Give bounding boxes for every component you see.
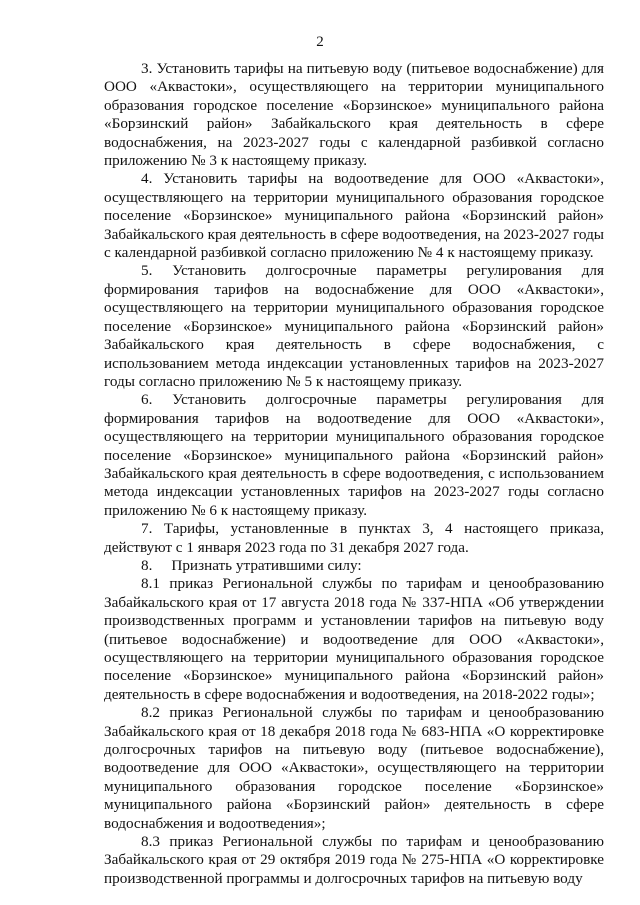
paragraph-item-7: 7. Тарифы, установленные в пунктах 3, 4 настоящего приказа, действуют с 1 января 2023 года по 31 декабря 2027 года. (104, 520, 604, 556)
page-number: 2 (316, 34, 324, 50)
paragraph-item-3: 3. Установить тарифы на питьевую воду (питьевое водоснабжение) для ООО «Аквастоки», осуществляющего на территории муниципального образования городское поселение «Борзинское» муниципального района «Борзинский район» Забайкальского края деятельность в сфере водоснабжения, на 2023-2027 годы с календарной разбивкой согласно приложению № 3 к настоящему приказу. (104, 60, 604, 170)
document-body (104, 60, 604, 888)
paragraph-item-8: 8. Признать утратившими силу: (141, 556, 362, 574)
paragraph-item-8-3: 8.3 приказ Региональной службы по тарифам и ценообразованию Забайкальского края от 29 октября 2019 года № 275-НПА «О корректировке производственной программы и долгосрочных тарифов на питьевую воду (104, 833, 604, 887)
paragraph-item-6: 6. Установить долгосрочные параметры регулирования для формирования тарифов на водоотведение для ООО «Аквастоки», осуществляющего на территории муниципального образования городское поселение «Борзинское» муниципального района «Борзинский район» Забайкальского края деятельность в сфере водоотведения, с использованием метода индексации установленных тарифов на 2023-2027 годы согласно приложению № 6 к настоящему приказу. (104, 391, 604, 519)
paragraph-item-8-1: 8.1 приказ Региональной службы по тарифам и ценообразованию Забайкальского края от 17 августа 2018 года № 337-НПА «Об утверждении производственных программ и установлении тарифов на питьевую воду (питьевое водоснабжение) и водоотведение для ООО «Аквастоки», осуществляющего на территории муниципального образования городское поселение «Борзинское» муниципального района «Борзинский район» деятельность в сфере водоснабжения и водоотведения, на 2018-2022 годы»; (104, 575, 604, 703)
paragraph-item-5: 5. Установить долгосрочные параметры регулирования для формирования тарифов на водоснабжение для ООО «Аквастоки», осуществляющего на территории муниципального образования городское поселение «Борзинское» муниципального района «Борзинский район» Забайкальского края деятельность в сфере водоснабжения, с использованием метода индексации установленных тарифов на 2023-2027 годы согласно приложению № 5 к настоящему приказу. (104, 262, 604, 390)
paragraph-item-8-2: 8.2 приказ Региональной службы по тарифам и ценообразованию Забайкальского края от 18 декабря 2018 года № 683-НПА «О корректировке долгосрочных тарифов на питьевую воду (питьевое водоснабжение), водоотведение для ООО «Аквастоки», осуществляющего на территории муниципального образования городское поселение «Борзинское» муниципального района «Борзинский район» деятельность в сфере водоснабжения и водоотведения»; (104, 704, 604, 832)
paragraph-item-4: 4. Установить тарифы на водоотведение для ООО «Аквастоки», осуществляющего на территории муниципального образования городское поселение «Борзинское» муниципального района «Борзинский район» Забайкальского края деятельность в сфере водоотведения, на 2023-2027 годы с календарной разбивкой согласно приложению № 4 к настоящему приказу. (104, 170, 605, 262)
